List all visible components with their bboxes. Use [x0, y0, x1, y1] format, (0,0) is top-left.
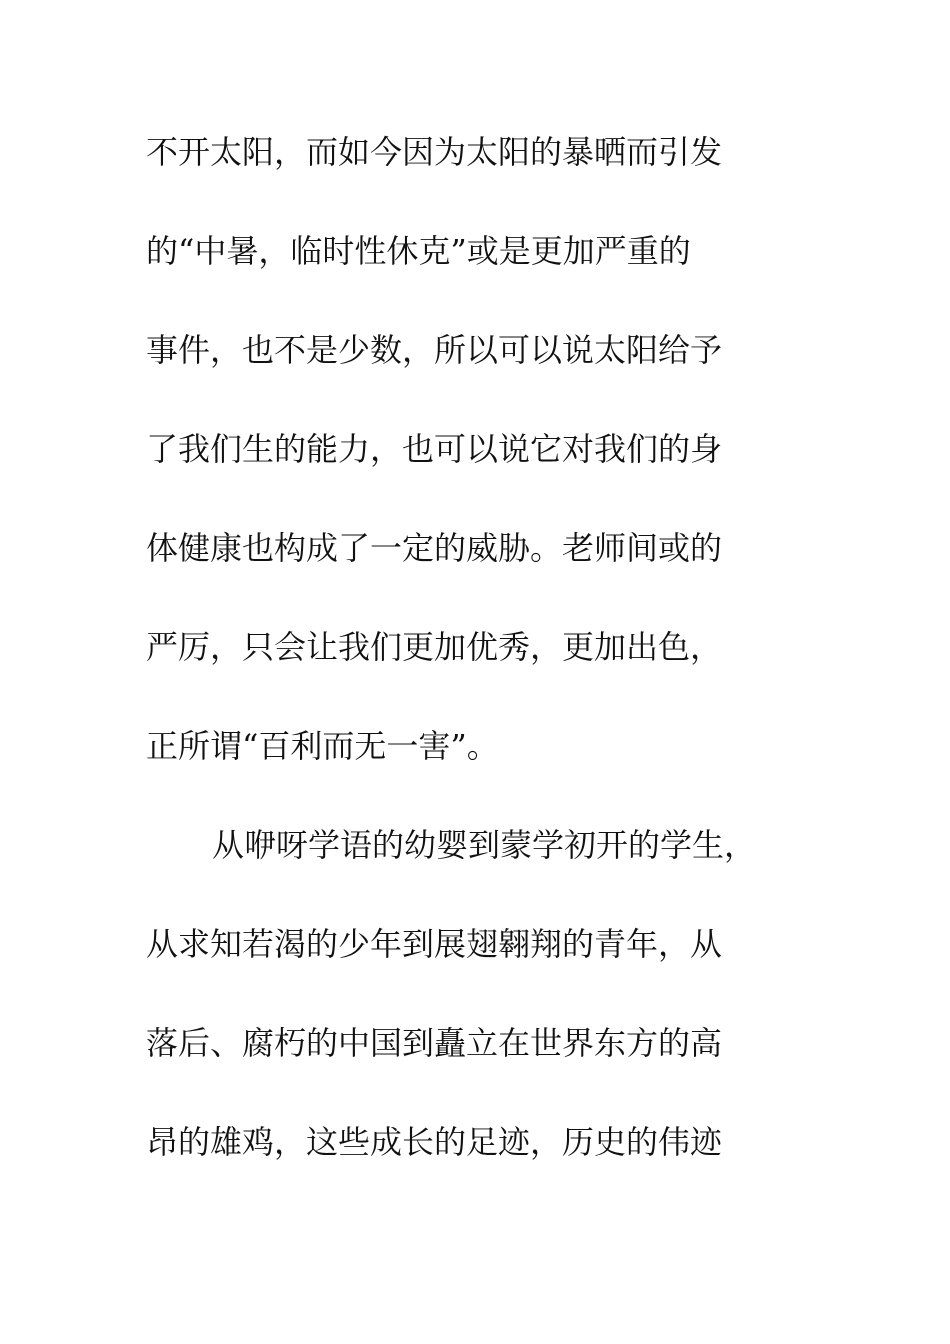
text-line: 从求知若渴的少年到展翅翱翔的青年，从 — [146, 925, 723, 963]
text-line: 的“中暑，临时性休克”或是更加严重的 — [146, 232, 691, 270]
text-line: 落后、腐朽的中国到矗立在世界东方的高 — [146, 1024, 723, 1062]
text-line: 体健康也构成了一定的威胁。老师间或的 — [146, 529, 723, 567]
text-line: 昂的雄鸡，这些成长的足迹，历史的伟迹 — [146, 1123, 723, 1161]
text-line: 事件，也不是少数，所以可以说太阳给予 — [146, 331, 723, 369]
paragraph-first-line: 从咿呀学语的幼婴到蒙学初开的学生， — [212, 826, 757, 864]
text-line: 正所谓“百利而无一害”。 — [146, 727, 499, 765]
text-line: 严厉，只会让我们更加优秀，更加出色， — [146, 628, 723, 666]
text-line: 了我们生的能力，也可以说它对我们的身 — [146, 430, 723, 468]
text-line: 不开太阳，而如今因为太阳的暴晒而引发 — [146, 133, 723, 171]
